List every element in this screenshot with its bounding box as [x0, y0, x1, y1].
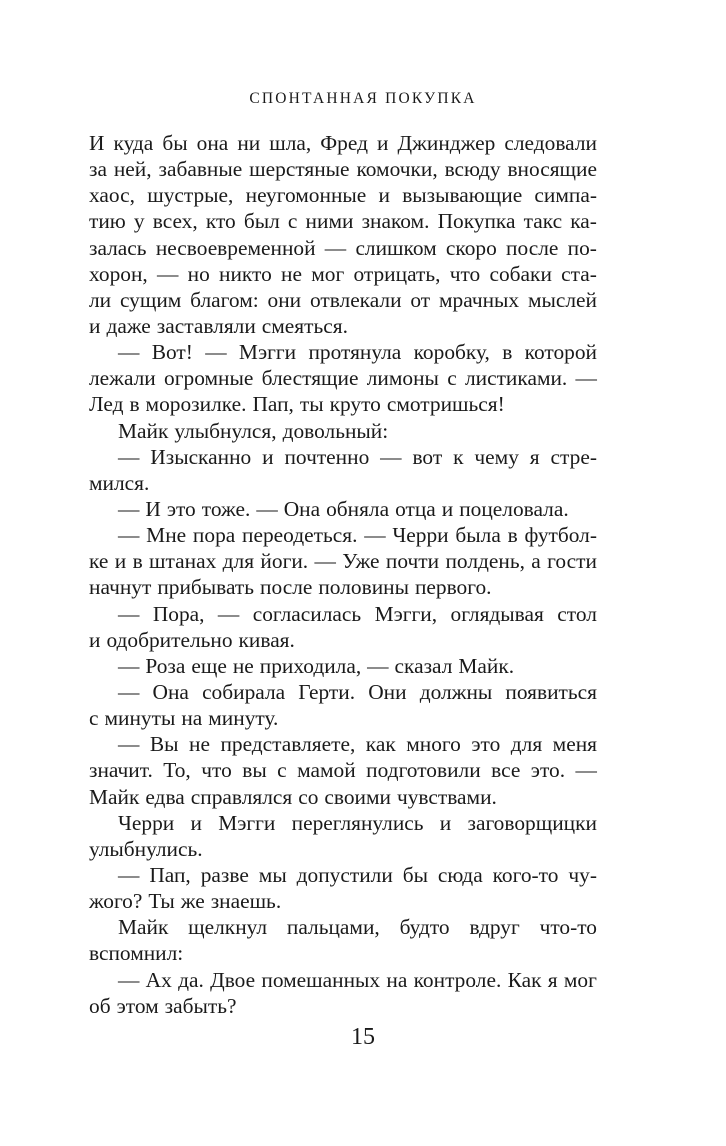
text-line: вспомнил:	[89, 941, 184, 966]
text-line: Лед в морозилке. Пап, ты круто смотришься!	[89, 392, 505, 417]
text-line: хорон, — но никто не мог отрицать, что собаки ста-	[89, 261, 597, 286]
text-line: и одобрительно кивая.	[89, 627, 295, 652]
text-line: Майк едва справлялся со своими чувствами.	[89, 784, 497, 809]
text-line: тию у всех, кто был с ними знаком. Покупка такс ка-	[89, 209, 597, 234]
text-line: — Мне пора переодеться. — Черри была в футбол-	[118, 523, 597, 548]
text-line: Майк щелкнул пальцами, будто вдруг что-то	[118, 915, 597, 940]
text-line: ке и в штанах для йоги. — Уже почти полдень, а гости	[89, 549, 597, 574]
text-line: — Роза еще не приходила, — сказал Майк.	[118, 653, 515, 678]
text-line: Черри и Мэгги переглянулись и заговорщицки	[118, 810, 597, 835]
text-line: — Пап, разве мы допустили бы сюда кого-то чу-	[118, 862, 597, 887]
text-line: — Ах да. Двое помешанных на контроле. Как я мог	[118, 967, 597, 992]
running-head: СПОНТАННАЯ ПОКУПКА	[249, 90, 477, 107]
text-line: улыбнулись.	[89, 836, 203, 861]
text-line: — Вы не представляете, как много это для меня	[118, 732, 597, 757]
text-line: — Изысканно и почтенно — вот к чему я стре-	[118, 444, 597, 469]
text-line: об этом забыть?	[89, 993, 237, 1018]
text-line: значит. То, что вы с мамой подготовили все это. —	[89, 758, 597, 783]
text-line: и даже заставляли смеяться.	[89, 313, 348, 338]
page-number: 15	[351, 1024, 375, 1050]
text-line: мился.	[89, 470, 150, 495]
text-line: за ней, забавные шерстяные комочки, всюду вносящие	[89, 157, 597, 182]
body-text	[89, 130, 597, 1019]
text-line: — Вот! — Мэгги протянула коробку, в которой	[118, 340, 597, 365]
text-line: лежали огромные блестящие лимоны с листиками. —	[89, 366, 597, 391]
text-line: хаос, шустрые, неугомонные и вызывающие симпа-	[89, 183, 597, 208]
text-line: залась несвоевременной — слишком скоро после по-	[89, 235, 597, 260]
text-line: начнут прибывать после половины первого.	[89, 575, 492, 600]
text-line: жого? Ты же знаешь.	[89, 889, 282, 914]
text-line: — Она собирала Герти. Они должны появиться	[118, 679, 597, 704]
text-line: — И это тоже. — Она обняла отца и поцеловала.	[118, 496, 569, 521]
text-line: — Пора, — согласилась Мэгги, оглядывая стол	[118, 601, 597, 626]
text-line: Майк улыбнулся, довольный:	[118, 418, 389, 443]
text-line: И куда бы она ни шла, Фред и Джинджер следовали	[89, 131, 597, 155]
text-line: ли сущим благом: они отвлекали от мрачных мыслей	[89, 287, 597, 312]
text-line: с минуты на минуту.	[89, 706, 279, 731]
